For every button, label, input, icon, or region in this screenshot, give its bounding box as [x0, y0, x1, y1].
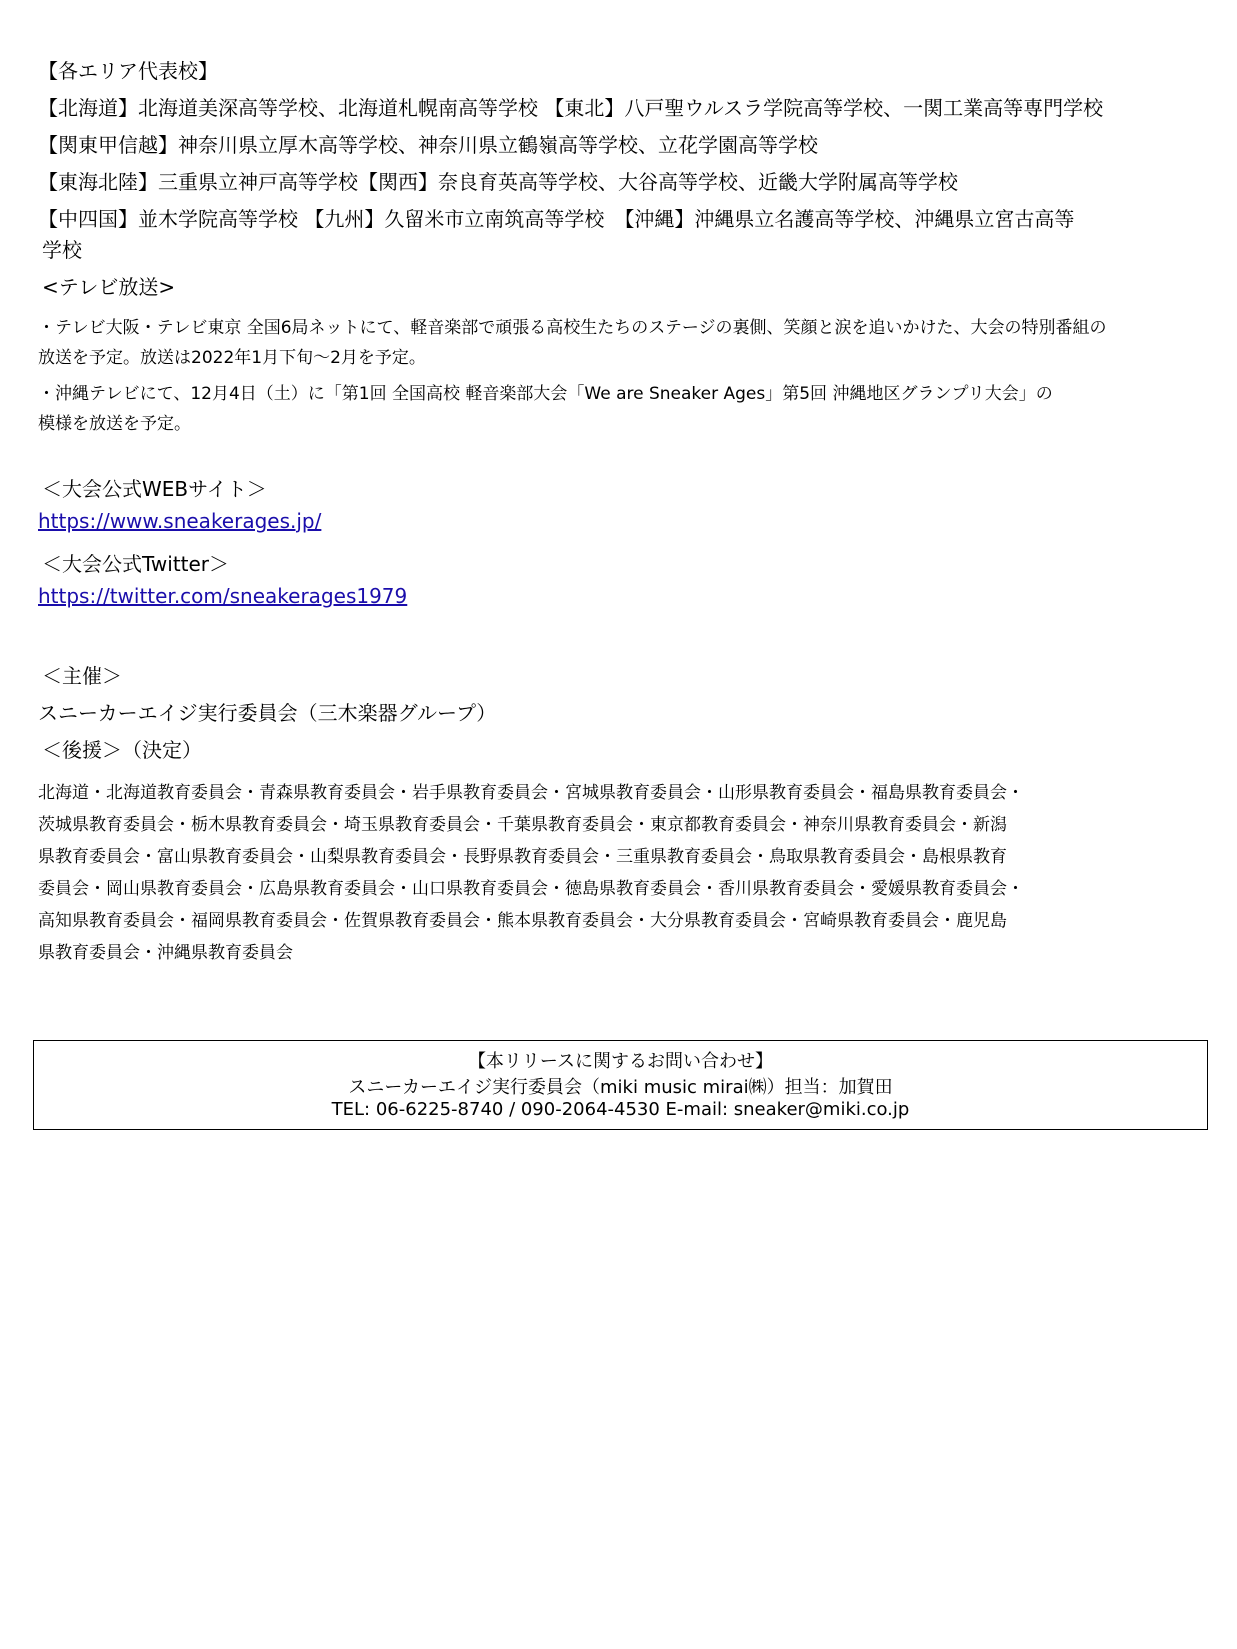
website-heading: ＜大会公式WEBサイト＞	[42, 477, 267, 501]
contact-box	[33, 1040, 1208, 1130]
support-line: 高知県教育委員会・福岡県教育委員会・佐賀県教育委員会・熊本県教育委員会・大分県教育委員会・宮崎県教育委員会・鹿児島	[38, 911, 1007, 931]
contact-org: スニーカーエイジ実行委員会（miki music mirai㈱）担当：加賀田	[348, 1077, 893, 1098]
areas-line: 【関東甲信越】神奈川県立厚木高等学校、神奈川県立鶴嶺高等学校、立花学園高等学校	[38, 133, 818, 157]
support-line: 北海道・北海道教育委員会・青森県教育委員会・岩手県教育委員会・宮城県教育委員会・山形県教育委員会・福島県教育委員会・	[38, 783, 1024, 803]
support-line: 茨城県教育委員会・栃木県教育委員会・埼玉県教育委員会・千葉県教育委員会・東京都教育委員会・神奈川県教育委員会・新潟	[38, 815, 1007, 835]
tv-item-line: ・沖縄テレビにて、12月4日（土）に「第1回 全国高校 軽音楽部大会「We are Sneaker Ages」第5回 沖縄地区グランプリ大会」の	[38, 384, 1053, 404]
support-line: 委員会・岡山県教育委員会・広島県教育委員会・山口県教育委員会・徳島県教育委員会・香川県教育委員会・愛媛県教育委員会・	[38, 879, 1024, 899]
tv-item-line: 模様を放送を予定。	[38, 414, 191, 434]
areas-line: 【中四国】並木学院高等学校 【九州】久留米市立南筑高等学校 【沖縄】沖縄県立名護高等学校、沖縄県立宮古高等	[38, 207, 1075, 231]
organizer-name: スニーカーエイジ実行委員会（三木楽器グループ）	[38, 701, 497, 725]
contact-heading: 【本リリースに関するお問い合わせ】	[467, 1051, 774, 1072]
support-line: 県教育委員会・富山県教育委員会・山梨県教育委員会・長野県教育委員会・三重県教育委員会・鳥取県教育委員会・島根県教育	[38, 847, 1007, 867]
areas-line: 【東海北陸】三重県立神戸高等学校【関西】奈良育英高等学校、大谷高等学校、近畿大学附属高等学校	[38, 170, 958, 194]
tv-heading: <テレビ放送>	[42, 275, 176, 299]
support-heading: ＜後援＞（決定）	[42, 738, 202, 762]
website-link[interactable]: https://www.sneakerages.jp/	[38, 509, 322, 533]
tv-item-line: 放送を予定。放送は2022年1月下旬～2月を予定。	[38, 348, 426, 368]
support-line: 県教育委員会・沖縄県教育委員会	[38, 943, 293, 963]
twitter-heading: ＜大会公式Twitter＞	[42, 552, 230, 576]
contact-phone-email: TEL: 06-6225-8740 / 090-2064-4530 E-mail: sneaker@miki.co.jp	[331, 1099, 910, 1120]
organizer-heading: ＜主催＞	[42, 664, 122, 688]
areas-line: 学校	[42, 238, 82, 262]
areas-line: 【北海道】北海道美深高等学校、北海道札幌南高等学校 【東北】八戸聖ウルスラ学院高等学校、一関工業高等専門学校	[38, 96, 1104, 120]
twitter-link[interactable]: https://twitter.com/sneakerages1979	[38, 584, 408, 608]
areas-heading: 【各エリア代表校】	[38, 59, 218, 83]
tv-item-line: ・テレビ大阪・テレビ東京 全国6局ネットにて、軽音楽部で頑張る高校生たちのステージの裏側、笑顔と涙を追いかけた、大会の特別番組の	[38, 318, 1107, 338]
